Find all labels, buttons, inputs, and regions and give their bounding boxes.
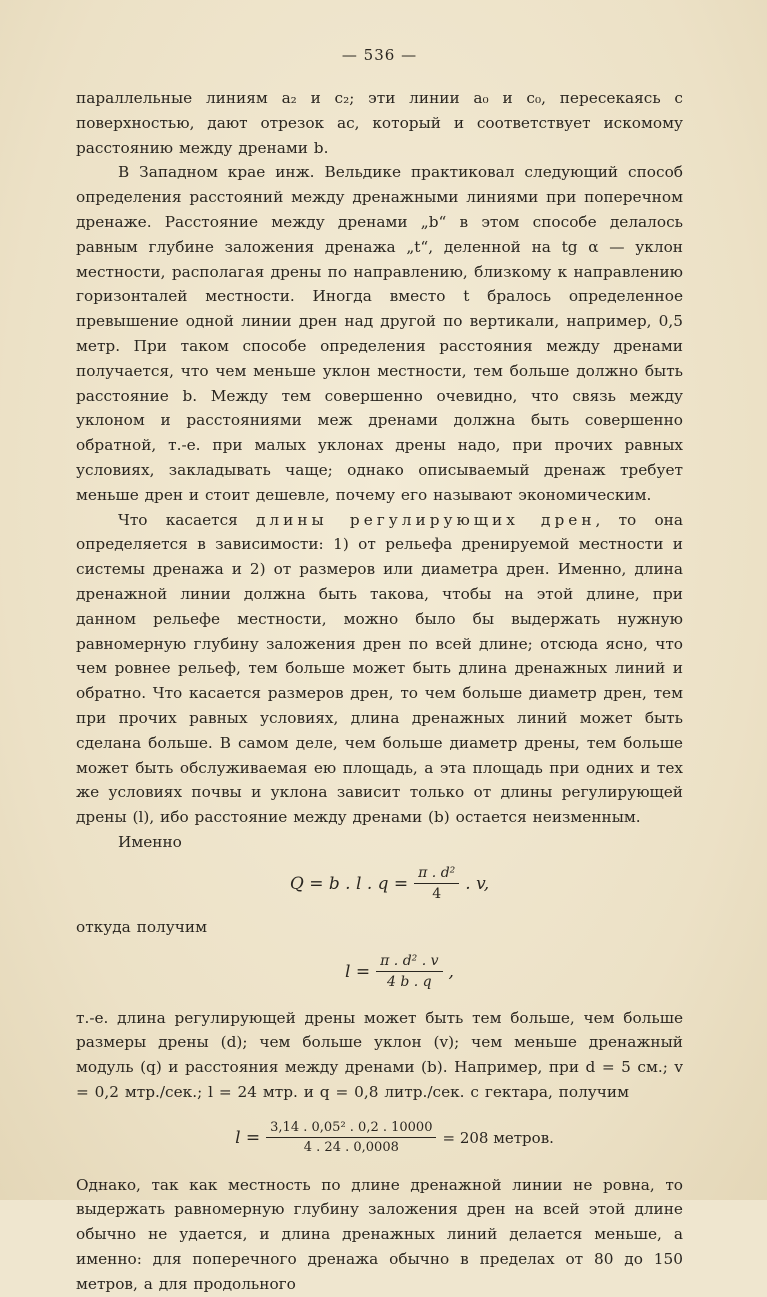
- paragraph-3-emphasis: длины регулирующих дрен: [256, 510, 596, 529]
- page-number: — 536 —: [341, 46, 418, 64]
- paragraph-6: т.-е. длина регулирующей дрены может быть тем больше, чем больше размеры дрены (d); чем больше уклон (v); чем меньше дренажный модуль (q) и расстояния между дренами (b). Например, при d = 5 см.; v = 0,2 мтр./сек.; l = 24 мтр. и q = 0,8 литр./сек. с гектара, получим: [76, 1008, 683, 1101]
- formula-3-fraction: [266, 1120, 436, 1155]
- paragraph-4: Именно: [118, 832, 182, 851]
- formula-1-numerator: π . d²: [414, 865, 459, 884]
- formula-1-denominator: 4: [432, 886, 442, 903]
- formula-2-denominator: 4 b . q: [387, 974, 432, 990]
- paragraph-7: Однако, так как местность по длине дренажной линии не ровна, то выдержать равномерную глубину заложения дрен на всей этой длине обычно не удается, и длина дренажных линий делается меньше, а именно: для поперечного дренажа обычно в пределах от 80 до 150 метров, а для продольного: [76, 1175, 683, 1293]
- formula-2: [116, 942, 683, 1002]
- formula-2-fraction: [376, 953, 442, 990]
- formula-3-denominator: 4 . 24 . 0,0008: [303, 1140, 399, 1156]
- formula-3-rhs: = 208 метров.: [442, 1128, 554, 1147]
- paragraph-1: параллельные линиям a₂ и c₂; эти линии a₀ и c₀, пересекаясь с поверхностью, дают отрезок ac, который и соответствует искомому расстоянию между дренами b.: [76, 89, 683, 157]
- formula-1: [96, 857, 683, 911]
- formula-3-lhs: l =: [235, 1127, 261, 1148]
- formula-3-numerator: 3,14 . 0,05² . 0,2 . 10000: [266, 1120, 436, 1138]
- formula-1-fraction: [414, 865, 459, 902]
- paragraph-3-start: Что касается: [118, 510, 257, 529]
- paragraph-3-end: , то она определяется в зависимости: 1) от рельефа дренируемой местности и системы дренажа и 2) от размеров или диаметра дрен. Именно, длина дренажной линии должна быть такова, чтобы на этой длине, при данном рельефе местности, можно было бы выдержать нужную равномерную глубину заложения дрен по всей длине; отсюда ясно, что чем ровнее рельеф, тем больше может быть длина дренажных линий и обратно. Что касается размеров дрен, то чем больше диаметр дрен, тем при прочих равных условиях, длина дренажных линий может быть сделана больше. В самом деле, чем больше диаметр дрены, тем больше может быть обслуживаемая ею площадь, а эта площадь при одних и тех же условиях почвы и уклона зависит только от длины регулирующей дрены (l), ибо расстояние между дренами (b) остается неизменным.: [76, 510, 683, 827]
- formula-3: [106, 1107, 683, 1169]
- paragraph-2: В Западном крае инж. Вельдике практиковал следующий способ определения расстояний между дренажными линиями при поперечном дренаже. Расстояние между дренами „b“ в этом способе делалось равным глубине заложения дренажа „t“, деленной на tg α — уклон местности, располагая дрены по направлению, близкому к направлению горизонталей местности. Иногда вместо t бралось определенное превышение одной линии дрен над другой по вертикали, например, 0,5 метр. При таком способе определения расстояния между дренами получается, что чем меньше уклон местности, тем больше должно быть расстояние b. Между тем совершенно очевидно, что связь между уклоном и расстояниями меж дренами должна быть совершенно обратной, т.-е. при малых уклонах дрены надо, при прочих равных условиях, закладывать чаще; однако описываемый дренаж требует меньше дрен и стоит дешевле, почему его называют экономическим.: [76, 163, 683, 504]
- paragraph-3: [76, 508, 683, 830]
- formula-1-rhs: . v,: [465, 873, 490, 894]
- paragraph-5: откуда получим: [76, 917, 207, 936]
- body-text: [76, 86, 683, 1297]
- formula-2-numerator: π . d² . v: [376, 953, 442, 972]
- formula-2-lhs: l =: [345, 961, 371, 982]
- formula-1-lhs: Q = b . l . q =: [289, 873, 409, 894]
- formula-2-rhs: ,: [448, 961, 454, 982]
